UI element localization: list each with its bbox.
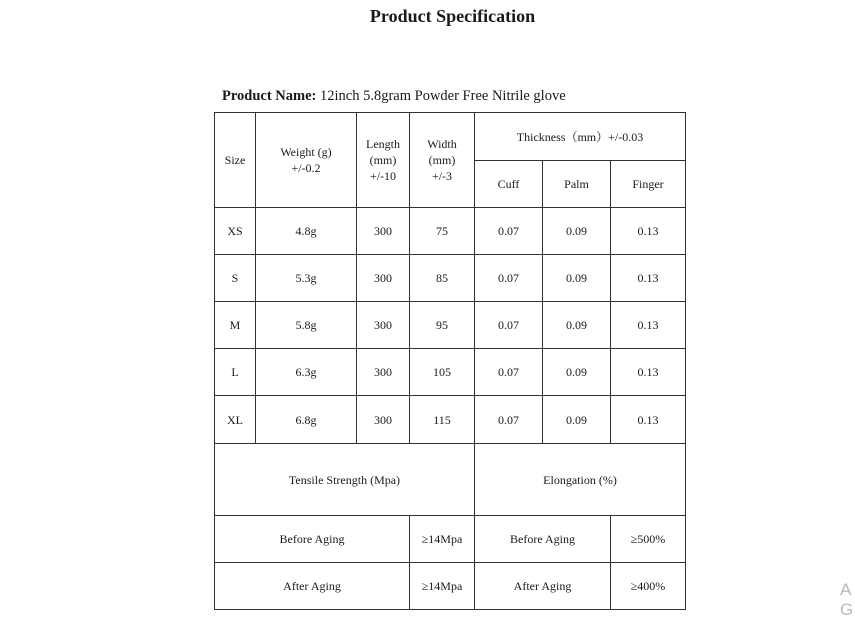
table-row	[215, 208, 686, 255]
cell-weight: 6.3g	[256, 349, 357, 396]
elongation-before-aging-label: Before Aging	[475, 516, 611, 563]
product-name-value: 12inch 5.8gram Powder Free Nitrile glove	[316, 88, 566, 104]
tensile-before-aging-value: ≥14Mpa	[410, 516, 475, 563]
tensile-strength-header: Tensile Strength (Mpa)	[215, 444, 475, 516]
page-title: Product Specification	[369, 6, 536, 26]
product-name-label: Product Name:	[222, 88, 317, 104]
cell-weight: 5.3g	[256, 255, 357, 302]
elongation-before-aging-value: ≥500%	[611, 516, 686, 563]
cell-width: 105	[410, 349, 475, 396]
table-row	[215, 302, 686, 349]
cell-weight: 5.8g	[256, 302, 357, 349]
cell-size: XS	[215, 208, 256, 255]
cell-cuff: 0.07	[475, 302, 543, 349]
tensile-after-aging-label: After Aging	[215, 563, 410, 610]
elongation-after-aging-label: After Aging	[475, 563, 611, 610]
header-weight: Weight (g) +/-0.2	[256, 113, 357, 208]
cell-finger: 0.13	[611, 396, 686, 444]
cell-size: L	[215, 349, 256, 396]
elongation-after-aging-value: ≥400%	[611, 563, 686, 610]
cell-cuff: 0.07	[475, 255, 543, 302]
header-palm: Palm	[543, 161, 611, 208]
tensile-after-aging-value: ≥14Mpa	[410, 563, 475, 610]
cell-palm: 0.09	[543, 302, 611, 349]
header-length: Length (mm) +/-10	[357, 113, 410, 208]
cell-weight: 6.8g	[256, 396, 357, 444]
cell-width: 75	[410, 208, 475, 255]
header-finger: Finger	[611, 161, 686, 208]
cell-width: 85	[410, 255, 475, 302]
elongation-header: Elongation (%)	[475, 444, 686, 516]
product-name-line	[222, 88, 566, 105]
header-width: Width (mm) +/-3	[410, 113, 475, 208]
cell-finger: 0.13	[611, 349, 686, 396]
tensile-before-aging-label: Before Aging	[215, 516, 410, 563]
cell-cuff: 0.07	[475, 349, 543, 396]
header-size: Size	[215, 113, 256, 208]
cell-length: 300	[357, 302, 410, 349]
cell-width: 95	[410, 302, 475, 349]
cell-palm: 0.09	[543, 396, 611, 444]
table-row	[215, 396, 686, 444]
cell-cuff: 0.07	[475, 208, 543, 255]
specification-table	[214, 112, 686, 610]
cell-length: 300	[357, 208, 410, 255]
cell-size: M	[215, 302, 256, 349]
cell-length: 300	[357, 255, 410, 302]
table-row	[215, 255, 686, 302]
header-thickness: Thickness（mm）+/-0.03	[475, 113, 686, 161]
cell-palm: 0.09	[543, 349, 611, 396]
cell-cuff: 0.07	[475, 396, 543, 444]
header-cuff: Cuff	[475, 161, 543, 208]
cell-finger: 0.13	[611, 302, 686, 349]
cell-palm: 0.09	[543, 208, 611, 255]
cell-finger: 0.13	[611, 255, 686, 302]
cell-size: S	[215, 255, 256, 302]
cell-width: 115	[410, 396, 475, 444]
cell-length: 300	[357, 349, 410, 396]
cell-size: XL	[215, 396, 256, 444]
cell-length: 300	[357, 396, 410, 444]
table-row	[215, 516, 686, 563]
cell-weight: 4.8g	[256, 208, 357, 255]
table-row	[215, 563, 686, 610]
corner-watermark-text: A G	[840, 580, 854, 619]
cell-finger: 0.13	[611, 208, 686, 255]
table-row	[215, 349, 686, 396]
cell-palm: 0.09	[543, 255, 611, 302]
